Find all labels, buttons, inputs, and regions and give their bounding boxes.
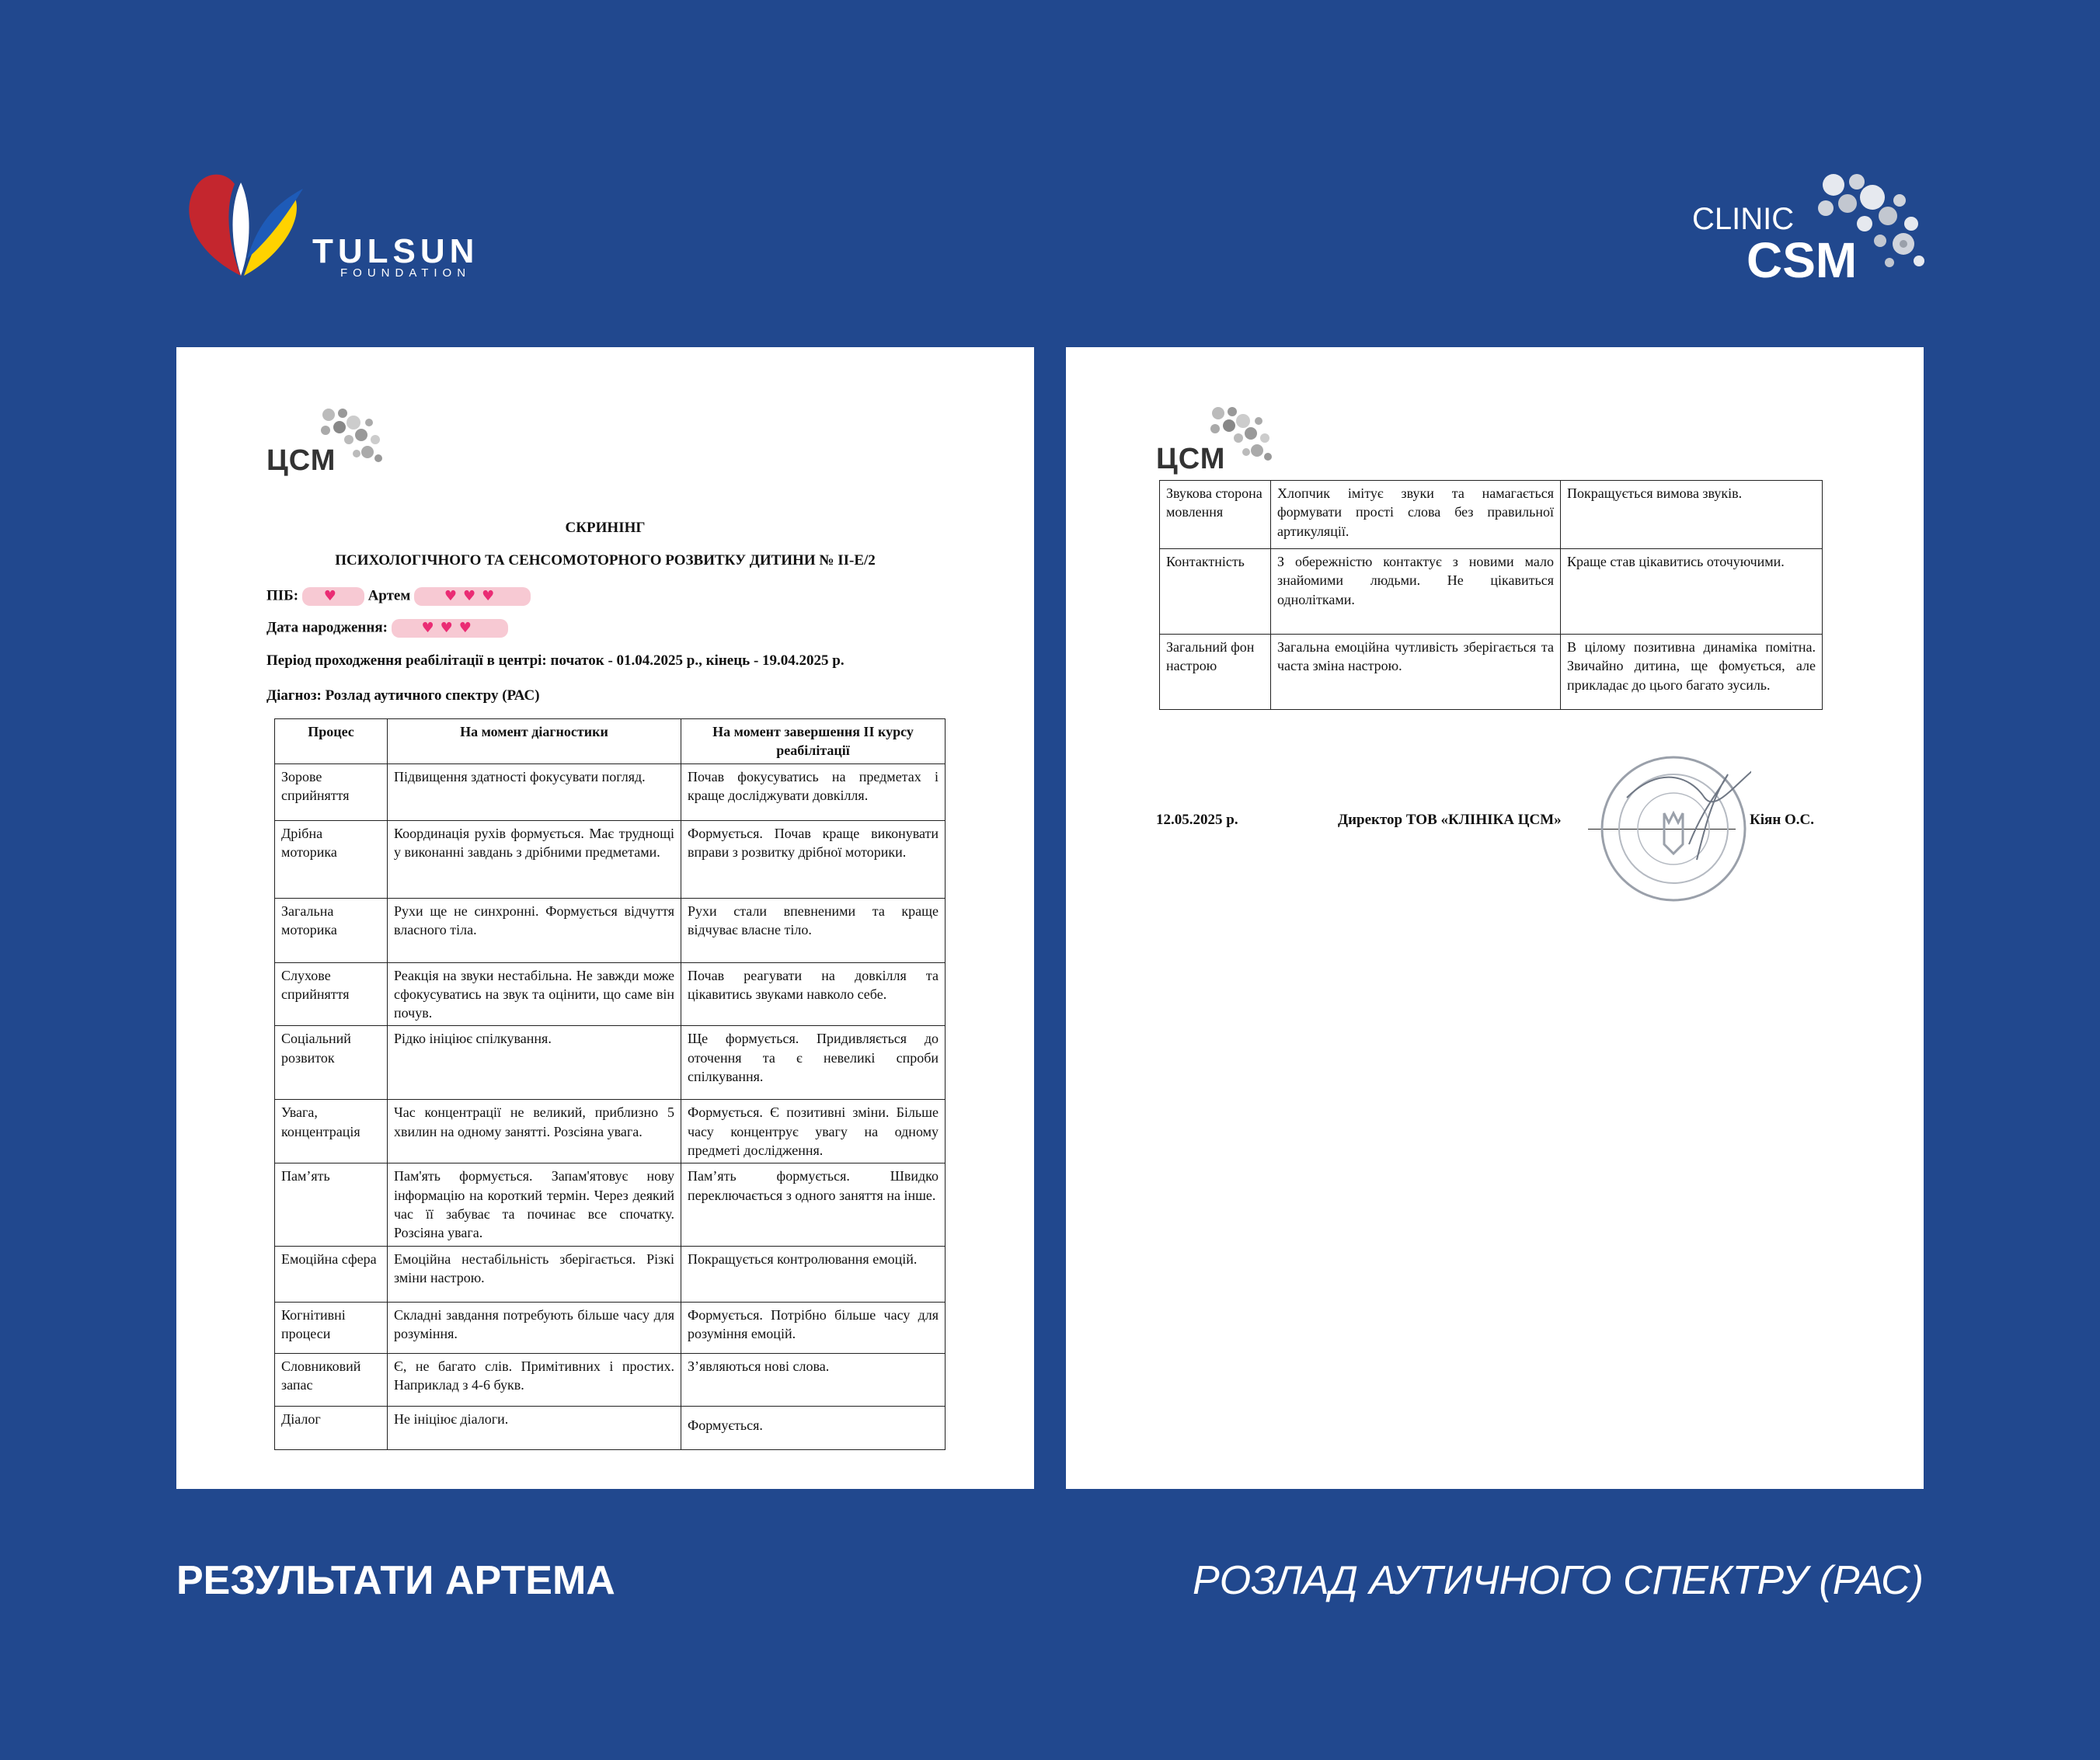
table-row bbox=[1160, 635, 1823, 710]
after-cell: Пам’ять формується. Швидко переключається з одного заняття на інше. bbox=[681, 1163, 946, 1246]
diagnosis-caption: РОЗЛАД АУТИЧНОГО СПЕКТРУ (РАС) bbox=[1193, 1558, 1924, 1603]
after-cell: Покращується контролювання емоцій. bbox=[681, 1246, 946, 1302]
table-row bbox=[1160, 549, 1823, 635]
diag-cell: Є, не багато слів. Примітивних і простих. Наприклад з 4-6 букв. bbox=[388, 1353, 681, 1406]
table-row bbox=[275, 820, 946, 898]
diag-cell: Складні завдання потребують більше часу для розуміння. bbox=[388, 1302, 681, 1353]
after-cell: В цілому позитивна динаміка помітна. Звичайно дитина, ще фомується, але прикладає до цього багато зусиль. bbox=[1561, 635, 1823, 710]
csm-logo-text: ЦСМ bbox=[266, 444, 336, 477]
after-cell: Формується. Почав краще виконувати вправи з розвитку дрібної моторики. bbox=[681, 820, 946, 898]
table-row bbox=[275, 1163, 946, 1246]
diag-cell: Підвищення здатності фокусувати погляд. bbox=[388, 763, 681, 820]
table-row bbox=[275, 1302, 946, 1353]
after-cell: Почав фокусуватись на предметах і краще досліджувати довкілля. bbox=[681, 763, 946, 820]
process-cell: Пам’ять bbox=[275, 1163, 388, 1246]
molecule-dots-icon bbox=[1802, 169, 1927, 278]
table-row bbox=[275, 1353, 946, 1406]
table-row bbox=[275, 962, 946, 1026]
screening-document-page-1 bbox=[176, 347, 1034, 1489]
document-subtitle: ПСИХОЛОГІЧНОГО ТА СЕНСОМОТОРНОГО РОЗВИТКУ ДИТИНИ № ІІ-Е/2 bbox=[335, 552, 876, 569]
diag-cell: Загальна емоційна чутливість зберігається та часта зміна настрою. bbox=[1271, 635, 1561, 710]
after-cell: Ще формується. Придивляється до оточення та є невеликі спроби спілкування. bbox=[681, 1026, 946, 1100]
table-header-row bbox=[275, 719, 946, 764]
results-caption: РЕЗУЛЬТАТИ АРТЕМА bbox=[176, 1558, 615, 1603]
table-row bbox=[275, 763, 946, 820]
screening-document-page-2 bbox=[1066, 347, 1924, 1489]
header-process: Процес bbox=[275, 719, 388, 764]
table-row bbox=[275, 1100, 946, 1163]
process-cell: Діалог bbox=[275, 1406, 388, 1449]
table-row bbox=[275, 1246, 946, 1302]
process-cell: Слухове сприйняття bbox=[275, 962, 388, 1026]
process-cell: Зорове сприйняття bbox=[275, 763, 388, 820]
redacted-dob: ♥♥♥ bbox=[392, 619, 508, 638]
diag-cell: Емоційна нестабільність зберігається. Різкі зміни настрою. bbox=[388, 1246, 681, 1302]
tulsun-wordmark: TULSUN bbox=[312, 232, 479, 270]
after-cell: Краще став цікавитись оточуючими. bbox=[1561, 549, 1823, 635]
process-cell: Загальний фон настрою bbox=[1160, 635, 1271, 710]
diag-cell: З обережністю контактує з новими мало знайомими людьми. Не цікавиться однолітками. bbox=[1271, 549, 1561, 635]
sign-director: Директор ТОВ «КЛІНІКА ЦСМ» bbox=[1338, 812, 1562, 828]
diag-cell: Координація рухів формується. Має труднощі у виконанні завдань з дрібними предметами. bbox=[388, 820, 681, 898]
pib-field bbox=[266, 587, 531, 606]
process-cell: Контактність bbox=[1160, 549, 1271, 635]
process-cell: Дрібна моторика bbox=[275, 820, 388, 898]
diag-cell: Реакція на звуки нестабільна. Не завжди може сфокусуватись на звук та оцінити, що саме він почув. bbox=[388, 962, 681, 1026]
official-stamp-icon bbox=[1596, 751, 1751, 906]
tulsun-heart-icon bbox=[179, 167, 311, 283]
process-cell: Когнітивні процеси bbox=[275, 1302, 388, 1353]
diagnosis-field: Діагноз: Розлад аутичного спектру (РАС) bbox=[266, 687, 540, 704]
dob-label: Дата народження: bbox=[266, 619, 388, 636]
after-cell: Рухи стали впевненими та краще відчуває власне тіло. bbox=[681, 898, 946, 962]
after-cell: З’являються нові слова. bbox=[681, 1353, 946, 1406]
process-cell: Соціальний розвиток bbox=[275, 1026, 388, 1100]
pib-label: ПІБ: bbox=[266, 587, 299, 604]
table-row bbox=[275, 1026, 946, 1100]
csm-document-logo bbox=[266, 405, 383, 475]
after-cell: Покращується вимова звуків. bbox=[1561, 481, 1823, 549]
header-after-course: На момент завершення ІІ курсу реабілітації bbox=[681, 719, 946, 764]
process-cell: Загальна моторика bbox=[275, 898, 388, 962]
after-cell: Формується. bbox=[681, 1406, 946, 1449]
table-row bbox=[275, 898, 946, 962]
tulsun-subtitle: FOUNDATION bbox=[340, 266, 472, 280]
screening-table-continued bbox=[1159, 480, 1823, 710]
after-cell: Почав реагувати на довкілля та цікавитись звуками навколо себе. bbox=[681, 962, 946, 1026]
diag-cell: Хлопчик імітує звуки та намагається формувати прості слова без правильної артикуляції. bbox=[1271, 481, 1561, 549]
document-title: СКРИНІНГ bbox=[565, 520, 646, 536]
csm-clinic-label: CLINIC bbox=[1692, 202, 1795, 236]
redacted-surname: ♥ bbox=[302, 587, 364, 606]
header-diagnostics: На момент діагностики bbox=[388, 719, 681, 764]
dob-field bbox=[266, 619, 508, 638]
sign-name: Кіян О.С. bbox=[1750, 812, 1815, 828]
csm-document-logo bbox=[1156, 404, 1273, 474]
csm-wordmark: CSM bbox=[1747, 232, 1858, 288]
table-row bbox=[275, 1406, 946, 1449]
diag-cell: Рухи ще не синхронні. Формується відчуття власного тіла. bbox=[388, 898, 681, 962]
diag-cell: Пам'ять формується. Запам'ятовує нову інформацію на короткий термін. Через деякий час її забуває та починає все спочатку. Розсіяна увага. bbox=[388, 1163, 681, 1246]
csm-logo-text: ЦСМ bbox=[1156, 443, 1226, 475]
redacted-patronymic: ♥♥♥ bbox=[414, 587, 531, 606]
process-cell: Увага, концентрація bbox=[275, 1100, 388, 1163]
sign-date: 12.05.2025 р. bbox=[1156, 812, 1238, 828]
clinic-csm-logo bbox=[1686, 169, 1927, 286]
diag-cell: Не ініціює діалоги. bbox=[388, 1406, 681, 1449]
process-cell: Звукова сторона мовлення bbox=[1160, 481, 1271, 549]
diag-cell: Час концентрації не великий, приблизно 5 хвилин на одному занятті. Розсіяна увага. bbox=[388, 1100, 681, 1163]
pib-name: Артем bbox=[367, 587, 411, 604]
table-row bbox=[1160, 481, 1823, 549]
process-cell: Емоційна сфера bbox=[275, 1246, 388, 1302]
process-cell: Словниковий запас bbox=[275, 1353, 388, 1406]
period-field: Період проходження реабілітації в центрі: початок - 01.04.2025 р., кінець - 19.04.2025 р. bbox=[266, 652, 845, 669]
screening-table bbox=[274, 718, 946, 1450]
diag-cell: Рідко ініціює спілкування. bbox=[388, 1026, 681, 1100]
after-cell: Формується. Потрібно більше часу для розуміння емоцій. bbox=[681, 1302, 946, 1353]
tulsun-foundation-logo bbox=[179, 167, 505, 283]
after-cell: Формується. Є позитивні зміни. Більше часу концентрує увагу на одному предметі дослідження. bbox=[681, 1100, 946, 1163]
